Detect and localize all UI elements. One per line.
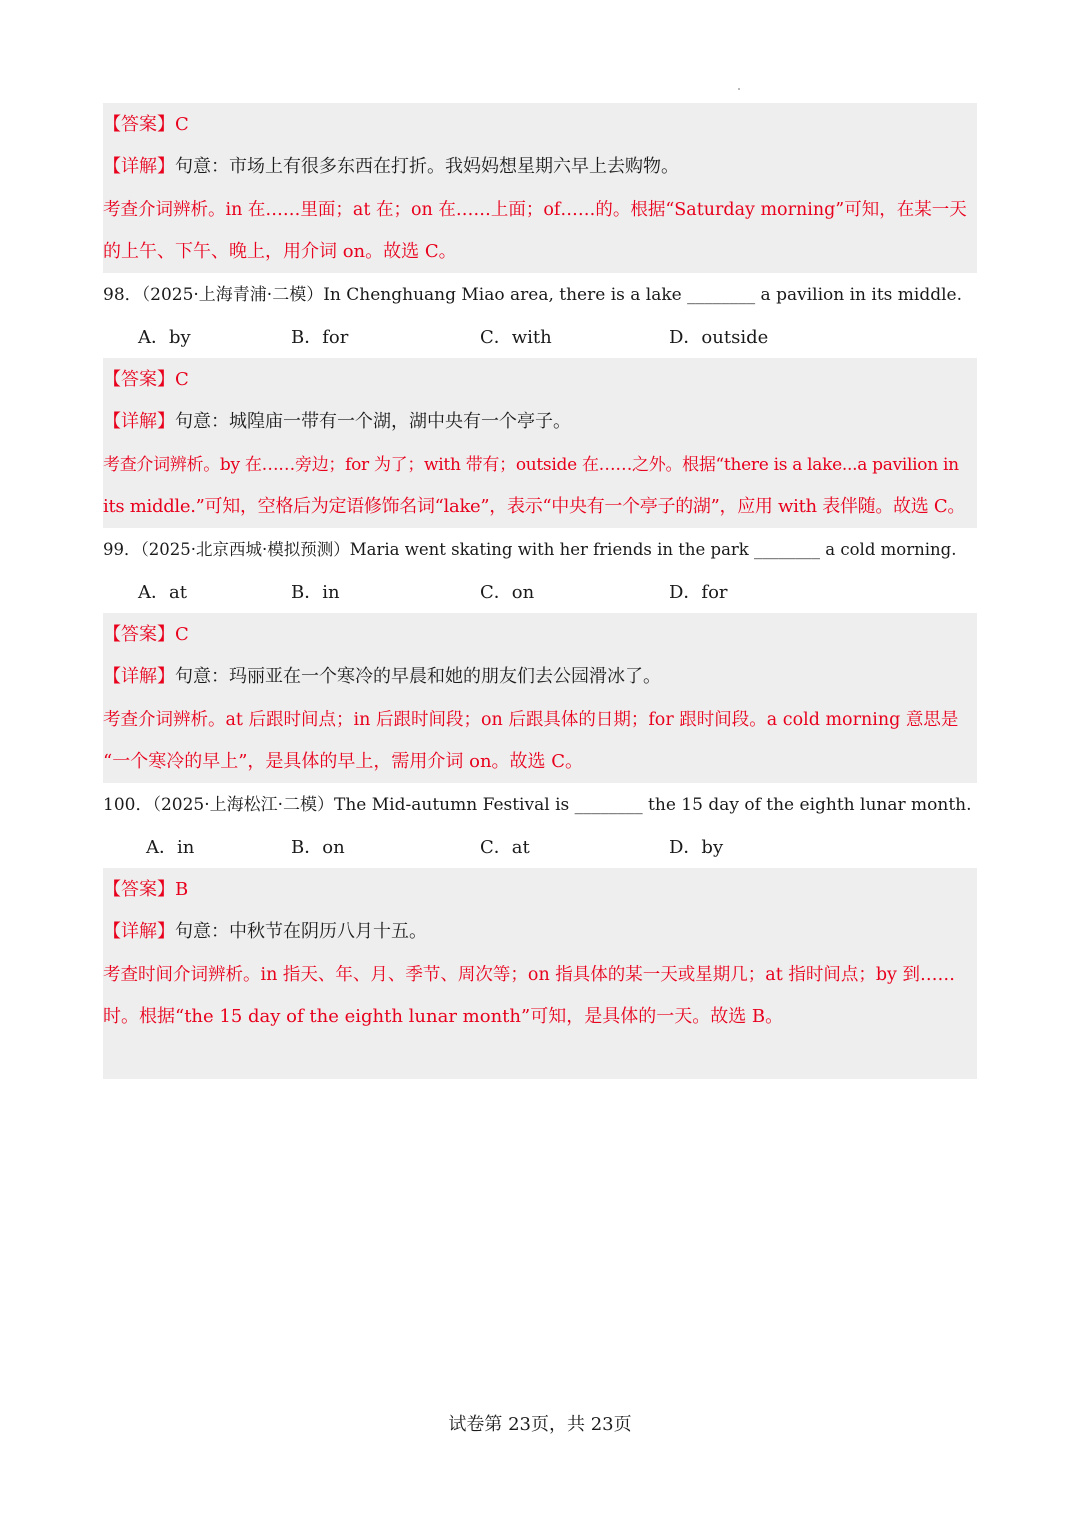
detail-text: 句意：玛丽亚在一个寒冷的早晨和她的朋友们去公园滑冰了。 <box>175 666 661 687</box>
option-b: B．for <box>291 327 349 348</box>
answer-label: 【答案】C <box>103 369 189 390</box>
detail-line <box>103 410 571 434</box>
option-d: D．outside <box>669 327 769 348</box>
option-d: D．for <box>669 582 728 603</box>
analysis-line <box>103 198 977 222</box>
answer-label: 【答案】C <box>103 114 189 135</box>
detail-label: 【详解】 <box>103 156 175 177</box>
detail-line <box>103 920 427 944</box>
question-text: 99．（2025·北京西城·模拟预测）Maria went skating with her friends in the park ________ a cold morning. <box>103 540 957 559</box>
option-b: B．on <box>291 837 345 858</box>
answer-label: 【答案】B <box>103 879 189 900</box>
option-a: A．by <box>138 327 191 348</box>
analysis-line: 考查介词辨析。by 在……旁边；for 为了；with 带有；outside 在……之外。根据“there is a lake...a pavilion in <box>103 455 959 475</box>
analysis-line: 考查时间介词辨析。in 指天、年、月、季节、周次等；on 指具体的某一天或星期几；at 指时间点；by 到…… <box>103 965 955 985</box>
option-d: D．by <box>669 837 724 858</box>
option-b: B．in <box>291 582 340 603</box>
option-c: C．on <box>480 582 535 603</box>
option-a: A．at <box>138 582 187 603</box>
analysis-line: 时。根据“the 15 day of the eighth lunar month”可知，是具体的一天。故选 B。 <box>103 1006 784 1027</box>
detail-text: 句意：中秋节在阴历八月十五。 <box>175 921 427 942</box>
detail-line <box>103 665 661 689</box>
detail-label: 【详解】 <box>103 666 175 687</box>
analysis-line: 考查介词辨析。at 后跟时间点；in 后跟时间段；on 后跟具体的日期；for 跟时间段。a cold morning 意思是 <box>103 710 959 730</box>
scan-dot <box>738 88 740 90</box>
question-text: 100．（2025·上海松江·二模）The Mid-autumn Festival is ________ the 15 day of the eighth lunar month. <box>103 795 972 815</box>
answer-label: 【答案】C <box>103 624 189 645</box>
detail-text: 句意：城隍庙一带有一个湖，湖中央有一个亭子。 <box>175 411 571 432</box>
question-text: 98．（2025·上海青浦·二模）In Chenghuang Miao area, there is a lake ________ a pavilion in its middle. <box>103 285 963 305</box>
analysis-line: “一个寒冷的早上”，是具体的早上，需用介词 on。故选 C。 <box>103 751 584 772</box>
detail-line <box>103 155 679 179</box>
detail-label: 【详解】 <box>103 411 175 432</box>
detail-label: 【详解】 <box>103 921 175 942</box>
option-a: A．in <box>146 837 195 858</box>
option-c: C．at <box>480 837 530 858</box>
option-c: C．with <box>480 327 552 348</box>
page-footer: 试卷第 23页，共 23页 <box>448 1414 632 1435</box>
detail-text: 句意：市场上有很多东西在打折。我妈妈想星期六早上去购物。 <box>175 156 679 177</box>
analysis-text: 考查介词辨析。in 在……里面；at 在；on 在……上面；of……的。根据“Saturday morning”可知，在某一天 <box>103 200 967 220</box>
analysis-line: its middle.”可知，空格后为定语修饰名词“lake”，表示“中央有一个亭子的湖”，应用 with 表伴随。故选 C。 <box>103 496 966 517</box>
analysis-line: 的上午、下午、晚上，用介词 on。故选 C。 <box>103 241 457 262</box>
